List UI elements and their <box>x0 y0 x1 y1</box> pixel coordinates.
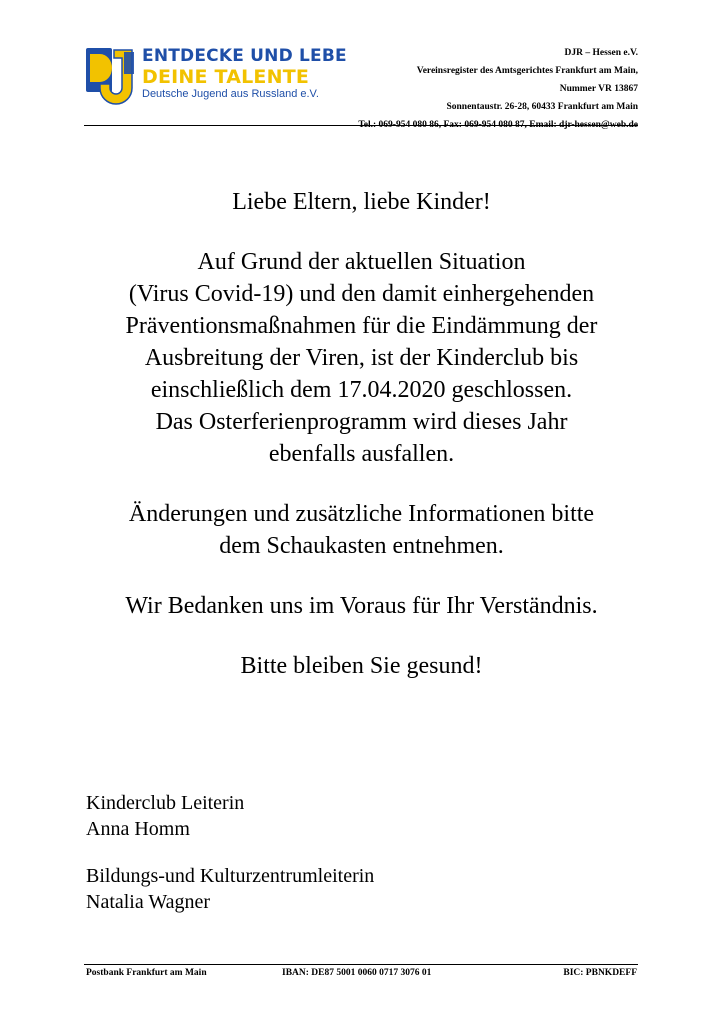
signature-role: Kinderclub Leiterin <box>86 792 245 814</box>
paragraph-line: ebenfalls ausfallen. <box>268 441 455 467</box>
paragraph-line: Das Osterferienprogramm wird dieses Jahr <box>155 409 568 435</box>
letter-paragraph-closure <box>60 246 663 470</box>
paragraph-line: Änderungen und zusätzliche Informationen bitte <box>128 501 595 527</box>
paragraph-line: dem Schaukasten entnehmen. <box>219 533 504 559</box>
signature-block <box>86 790 244 842</box>
logo-slogan-line1: ENTDECKE UND LEBE <box>142 46 347 66</box>
org-register: Vereinsregister des Amtsgerichtes Frankfurt am Main, <box>416 66 638 76</box>
letter-paragraph-changes <box>60 498 663 562</box>
signature-name: Natalia Wagner <box>86 891 211 913</box>
paragraph-line: einschließlich dem 17.04.2020 geschlossen. <box>150 377 573 403</box>
header-divider <box>84 125 638 126</box>
signature-name: Anna Homm <box>86 818 190 840</box>
paragraph-line: Auf Grund der aktuellen Situation <box>197 249 526 275</box>
letter-closing: Bitte bleiben Sie gesund! <box>240 653 483 679</box>
paragraph-line: Ausbreitung der Viren, ist der Kinderclub bis <box>144 345 579 371</box>
org-contact: Tel.: 069-954 080 86, Fax: 069-954 080 87, Email: djr-hessen@web.de <box>358 120 638 130</box>
logo-slogan-line2: DEINE TALENTE <box>142 66 310 88</box>
letter-thanks: Wir Bedanken uns im Voraus für Ihr Verständnis. <box>125 593 598 619</box>
paragraph-line: (Virus Covid-19) und den damit einhergehenden <box>128 281 595 307</box>
org-address: Sonnentaustr. 26-28, 60433 Frankfurt am Main <box>446 102 638 112</box>
signature-role: Bildungs-und Kulturzentrumleiterin <box>86 865 375 887</box>
paragraph-line: Präventionsmaßnahmen für die Eindämmung der <box>125 313 598 339</box>
letter-greeting: Liebe Eltern, liebe Kinder! <box>232 189 491 215</box>
djr-logo-icon <box>84 44 140 114</box>
org-register-number: Nummer VR 13867 <box>559 84 638 94</box>
organization-logo <box>84 44 347 114</box>
footer-iban: IBAN: DE87 5001 0060 0717 3076 01 <box>282 968 432 978</box>
footer-bic: BIC: PBNKDEFF <box>563 968 637 978</box>
logo-organization-name: Deutsche Jugend aus Russland e.V. <box>142 88 319 100</box>
organization-info <box>358 44 638 134</box>
signature-block <box>86 863 374 915</box>
org-name: DJR – Hessen e.V. <box>564 48 638 58</box>
letter-body <box>60 186 663 682</box>
footer-bank: Postbank Frankfurt am Main <box>86 968 207 978</box>
footer-divider <box>84 964 638 965</box>
